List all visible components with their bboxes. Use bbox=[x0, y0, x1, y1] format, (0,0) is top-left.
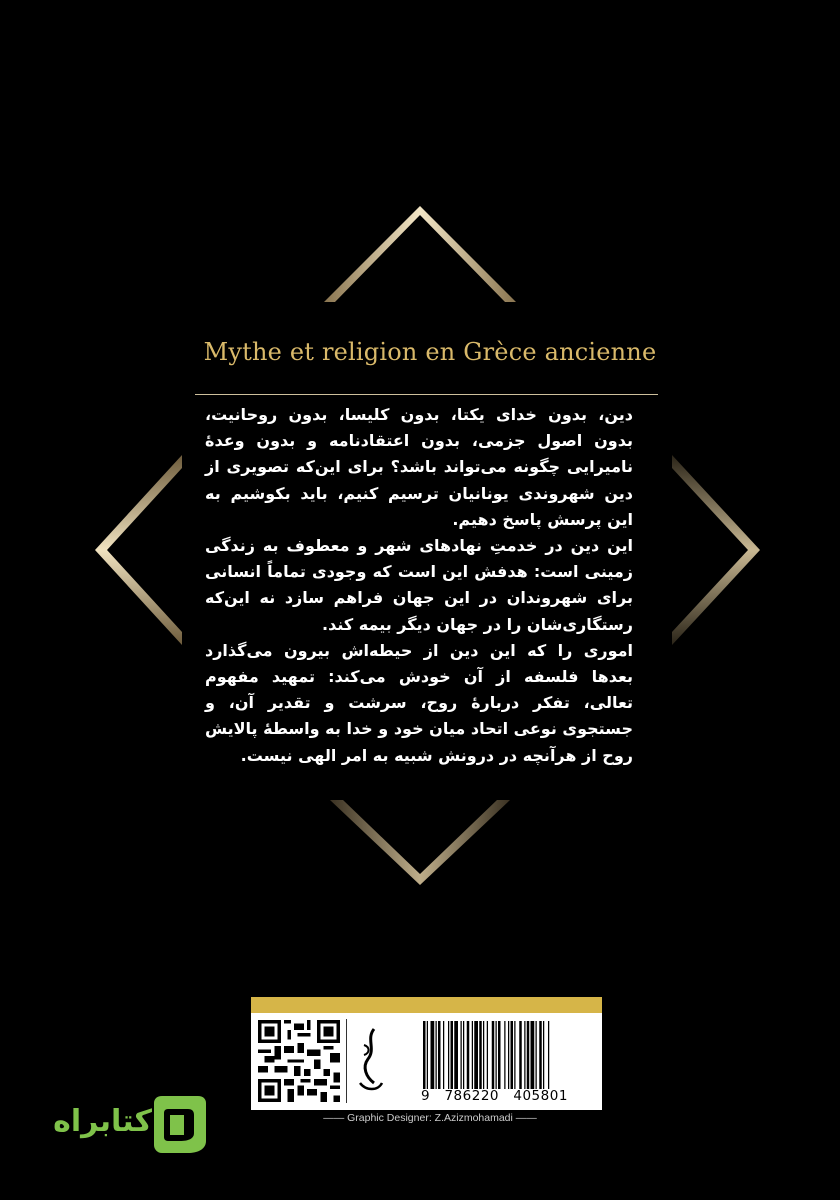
blurb-text bbox=[205, 402, 633, 769]
blurb-paragraph-1: دین، بدون خدای یکتا، بدون کلیسا، بدون روحانیت، بدون اصول جزمی، بدون اعتقادنامه و بدون وعدهٔ نامیرایی چگونه می‌تواند باشد؟ برای این‌که تصویری از دین شهروندی یونانیان ترسیم کنیم، باید بکوشیم به این پرسش پاسخ دهیم. bbox=[205, 405, 633, 529]
barcode-bar bbox=[454, 1021, 458, 1089]
barcode-bar bbox=[498, 1021, 501, 1089]
barcode-bar bbox=[443, 1021, 444, 1089]
barcode-bar bbox=[448, 1021, 449, 1089]
barcode-bar bbox=[508, 1021, 509, 1089]
barcode-bar bbox=[536, 1021, 537, 1089]
frame-bottom-chevron bbox=[330, 800, 510, 885]
blurb-paragraph-2: این دین در خدمتِ نهادهای شهر و معطوف به زندگی زمینی است: هدفش این است که وجودی تماماً انسانی برای شهروندان در این جهان فراهم سازد نه این‌که رستگاری‌شان را در جهان دیگر بیمه کند. bbox=[205, 536, 633, 634]
barcode-bar bbox=[548, 1021, 549, 1089]
isbn-number: 9 786220 405801 bbox=[421, 1088, 568, 1104]
barcode-bar bbox=[483, 1021, 484, 1089]
publisher-logo-icon bbox=[354, 1025, 386, 1095]
barcode-panel bbox=[251, 997, 602, 1110]
barcode-bar bbox=[514, 1021, 515, 1089]
barcode-bar bbox=[423, 1021, 426, 1089]
barcode-bar bbox=[461, 1021, 462, 1089]
barcode-bar bbox=[438, 1021, 441, 1089]
ketabrah-watermark: کتابراه bbox=[53, 1104, 152, 1139]
barcode-bar bbox=[511, 1021, 514, 1089]
frame-right-chevron bbox=[672, 455, 760, 645]
barcode-bar bbox=[539, 1021, 542, 1089]
barcode-bar bbox=[451, 1021, 454, 1089]
frame-top-chevron bbox=[324, 206, 516, 302]
barcode-bar bbox=[504, 1021, 505, 1089]
isbn-barcode bbox=[421, 1021, 601, 1089]
blurb-paragraph-3: اموری را که این دین از حیطه‌اش بیرون می‌گذارد بعدها فلسفه از آن خودش می‌کند: تمهید مفهوم تعالی، تفکر دربارهٔ روح، سرشت و تقدیر آن، و جستجوی نوعی اتحاد میان خود و خدا به واسطهٔ پالایش روح از هرآنچه در درونش شبیه به امر الهی نیست. bbox=[205, 640, 633, 765]
barcode-bar bbox=[427, 1021, 428, 1089]
frame-left-chevron bbox=[95, 455, 182, 645]
book-title: Mythe et religion en Grèce ancienne bbox=[203, 338, 657, 366]
barcode-bar bbox=[467, 1021, 470, 1089]
barcode-bar bbox=[479, 1021, 482, 1089]
barcode-bar bbox=[472, 1021, 473, 1089]
barcode-bar bbox=[519, 1021, 522, 1089]
barcode-bar bbox=[543, 1021, 544, 1089]
barcode-bar bbox=[487, 1021, 488, 1089]
barcode-bar bbox=[431, 1021, 435, 1089]
barcode-bar bbox=[474, 1021, 478, 1089]
ketabrah-logo-icon bbox=[148, 1093, 210, 1155]
designer-credit: —— Graphic Designer: Z.Azizmohamadi —— bbox=[323, 1112, 537, 1124]
barcode-gold-strip bbox=[251, 997, 602, 1013]
barcode-bar bbox=[463, 1021, 464, 1089]
barcode-bar bbox=[496, 1021, 497, 1089]
barcode-bar bbox=[524, 1021, 525, 1089]
barcode-bar bbox=[527, 1021, 530, 1089]
barcode-bar bbox=[492, 1021, 495, 1089]
qr-code-icon bbox=[258, 1020, 340, 1102]
title-divider bbox=[195, 394, 658, 395]
barcode-bar bbox=[436, 1021, 437, 1089]
barcode-divider bbox=[346, 1019, 347, 1103]
barcode-bar bbox=[531, 1021, 535, 1089]
